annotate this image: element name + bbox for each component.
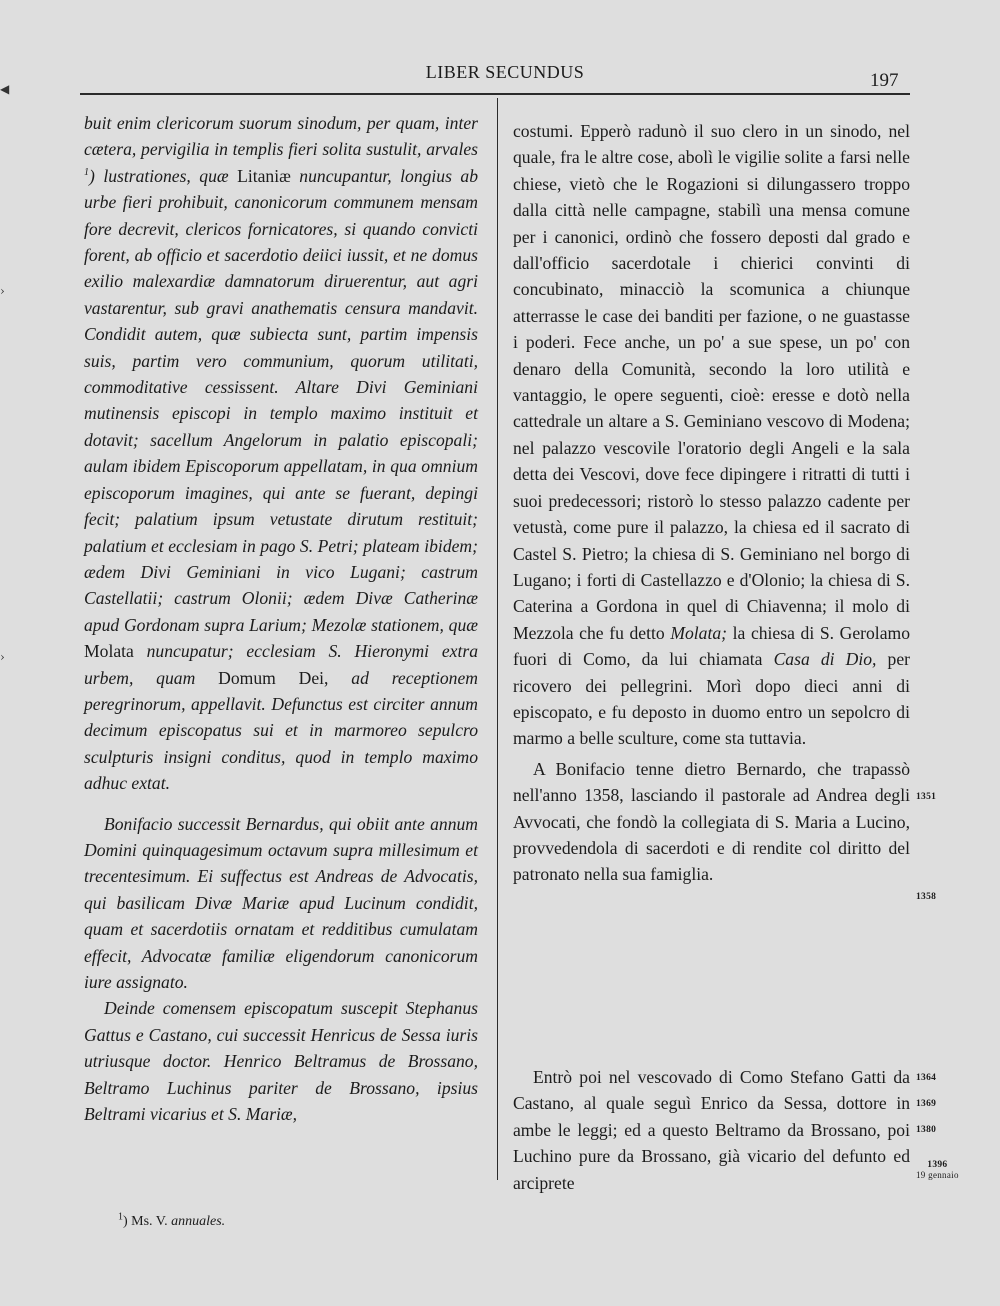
latin-paragraph: Bonifacio successit Bernardus, qui obiit ante annum Domini quinquagesimum octavum supra millesimum et trecentesimum. Ei suffectus est Andreas de Advocatis, qui basilicam Divæ Mariæ apud Lucinum condidit, quam et sacerdotiis ornatam et redditibus cumulatam effecit, Advocatæ familiæ eligendorum canonicorum iure assignato. [84, 813, 478, 992]
italian-column-continued [513, 1064, 910, 1196]
italian-paragraph: Entrò poi nel vescovado di Como Stefano Gatti da Castano, al quale seguì Enrico da Sessa, dottore in ambe le leggi; ed a questo Beltramo da Brossano, poi Luchino pure da Brossano, già vicario del defunto ed arciprete [513, 1067, 910, 1193]
latin-paragraph: Deinde comensem episcopatum suscepit Stephanus Gattus e Castano, cui successit Henricus de Sessa iuris utriusque doctor. Henrico Beltramus de Brossano, Beltramo Luchinus pariter de Brossano, ipsius Beltrami vicarius et S. Mariæ, [84, 998, 478, 1125]
margin-year: 1351 [916, 792, 937, 802]
margin-year: 1380 [916, 1125, 937, 1135]
edge-mark-icon: › [0, 284, 5, 298]
edge-mark-icon: › [0, 650, 5, 664]
italian-column [513, 118, 910, 888]
margin-year: 1369 [916, 1099, 937, 1109]
italian-paragraph: costumi. Epperò radunò il suo clero in un sinodo, nel quale, fra le altre cose, abolì le vigilie solite a farsi nelle chiese, vietò che le Rogazioni si dilungassero troppo dalla città nelle campagne, stabilì una mensa comune per i canonici, ordinò che fossero deposti dal grado e dall'officio sacerdotale i chierici convinti di concubinato, minacciò la scomunica a chiunque atterrasse le case dei banditi per fazione, o ne guastasse i poderi. Fece anche, un po' a sue spese, un po' con denaro della Comunità, secondo la loro utilità e vantaggio, le opere seguenti, cioè: eresse e dotò nella cattedrale un altare a S. Geminiano vescovo di Modena; nel palazzo vescovile l'oratorio degli Angeli e la sala detta dei Vescovi, dove fece dipingere i ritratti di tutti i suoi predecessori; ristorò lo stesso palazzo cadente per vetustà, come pure il palazzo, la chiesa ed il sacrato di Castel S. Pietro; la chiesa di S. Geminiano nel borgo di Lugano; i forti di Castellazzo e d'Olonio; la chiesa di S. Caterina a Gordona in quel di Chiavenna; il molo di Mezzola che fu detto Molata; la chiesa di S. Gerolamo fuori di Como, da lui chiamata Casa di Dio, per ricovero dei pellegrini. Morì dopo dieci anni di episcopato, e fu deposto in duomo entro un sepolcro di marmo a belle sculture, come sta tuttavia. [513, 121, 910, 749]
footnote-ref: 1 [84, 166, 89, 178]
margin-year: 1396 [927, 1160, 948, 1170]
margin-year: 1364 [916, 1073, 937, 1083]
margin-day: 19 gennaio [916, 1170, 959, 1180]
edge-mark-icon: ◀ [0, 82, 10, 96]
margin-year: 1358 [916, 892, 937, 902]
latin-column [84, 110, 478, 1127]
margin-date [916, 1160, 959, 1180]
running-header: LIBER SECUNDUS [425, 62, 585, 82]
column-divider [497, 98, 498, 1180]
header-rule [80, 93, 910, 95]
footnote: $^1$) Ms. V. annuales. [118, 1211, 226, 1229]
latin-paragraph: buit enim clericorum suorum sinodum, per quam, inter cætera, pervigilia in templis fieri solita sustulit, arvales $^1$) lustrationes, quæ Litaniæ nuncupantur, longius ab urbe fieri prohibuit, canonicorum communem mensam fore decrevit, clericos fornicatores, si quando convicti forent, ab officio et sacerdotio deiici iussit, et ne domus exilio malexardiæ damnatorum diruerentur, aut agri vastarentur, sub gravi anathematis censura mandavit. Condidit autem, quæ subiecta sunt, partim impensis suis, partim vero communium, quorum utilitati, commoditative cessissent. Altare Divi Geminiani mutinensis episcopi in templo maximo instituit et dotavit; sacellum Angelorum in palatio episcopali; aulam ibidem Episcoporum appellatam, in qua omnium episcoporum imagines, qui ante se fuerant, depingi fecit; palatium ipsum vetustate dirutum restituit; palatium et ecclesiam in pago S. Petri; plateam ibidem; ædem Divi Geminiani in vico Lugani; castrum Castellatii; castrum Olonii; ædem Divæ Catherinæ apud Gordonam supra Larium; Mezolæ stationem, quæ Molata nuncupatur; ecclesiam S. Hieronymi extra urbem, quam Domum Dei, ad receptionem peregrinorum, appellavit. Defunctus est circiter annum decimum episcopatus sui et in marmoreo sepulcro sculpturis insigni conditus, quod in templo maximo adhuc extat. [84, 113, 479, 794]
footnote-marker: 1 [118, 1211, 123, 1223]
italian-paragraph: A Bonifacio tenne dietro Bernardo, che trapassò nell'anno 1358, lasciando il pastorale ad Andrea degli Avvocati, che fondò la collegiata di S. Maria a Lucino, provvedendola di sacerdoti e di rendite col diritto del patronato nella sua famiglia. [513, 758, 910, 885]
page-number: 197 [870, 70, 899, 91]
